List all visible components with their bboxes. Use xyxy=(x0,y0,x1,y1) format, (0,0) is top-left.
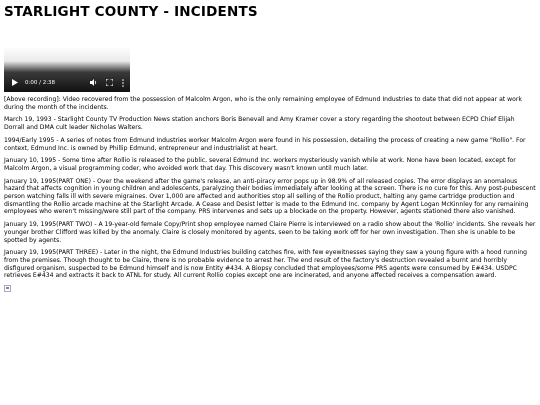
paragraph-part-three: January 19, 1995(PART THREE) - Later in the night, the Edmund Industries building catches fire, with few eyewitnesses saying they saw a young figure with a hood running from the premises. Though thought to be Claire, there is no probable evidence to arrest her. The end result of the factory's destruction revealed a burnt and horribly disfigured organism, suspected to be Edmund himself and is now Entity #434. A Biopsy concluded that employees/some PRS agents were consumed by E#434. USDPC retrieves E#434 and extracts it back to ATNL for study. All current Rollio copies except one are incinerated, and anyone affected receives a compensation award. xyxy=(4,249,527,280)
page-title: STARLIGHT COUNTY - INCIDENTS xyxy=(4,4,258,20)
paragraph-1994: 1994/Early 1995 - A series of notes from Edmund Industries worker Malcolm Argon were found in his possession, detailing the process of creating a new game "Rollio". For context, Edmund Inc. is owned by Phillip Edmund, entrepreneur and industrialist at heart. xyxy=(4,136,526,152)
video-controls xyxy=(4,73,130,92)
paragraph-jan10: January 10, 1995 - Some time after Rollio is released to the public, several Edmund Inc. workers mysteriously vanish while at work. None have been located, except for Malcolm Argon, a visual programming coder, who avoided work that day. This discovery wasn't known until much later. xyxy=(4,157,516,172)
paragraph-part-one: January 19, 1995(PART ONE) - Over the weekend after the game's release, an anti-piracy error pops up in 98.9% of all released copies. The error displays an anomalous hazard that affects cognition in young children and adolescents, paralyzing their bodies immediately after looking at the screen. There is no cure for this. Any post-pubescent person watching falls ill with severe migraines. Over 1,000 are affected and authorities stop all selling of the Rollio product, halting any game cartridge production and dismantling the Rollio arcade machine at the Starlight Arcade. A Cease and Desist letter is made to the Edmund Inc. company by Agent Logan McKinnley for any remaining employees who weren't missing/were still part of the company. PRS intervenes and sets up a blockade on the property. However, agents stationed there also vanished. xyxy=(4,177,536,216)
volume-icon[interactable] xyxy=(89,79,99,86)
broken-image-icon xyxy=(4,285,11,292)
play-icon[interactable] xyxy=(8,79,22,86)
paragraph-1993: March 19, 1993 - Starlight County TV Production News station anchors Boris Benevall and Amy Kramer cover a story regarding the shootout between ECPD Chief Elijah Dorrall and DMA cult leader Nicholas Walters. xyxy=(4,116,515,132)
video-player[interactable] xyxy=(4,48,130,92)
fullscreen-icon[interactable] xyxy=(104,79,114,86)
paragraph-recording-note: [Above recording]: Video recovered from the possession of Malcolm Argon, who is the only remaining employee of Edmund Industries to date that did not appear at work during the month of the incidents. xyxy=(4,96,522,111)
more-options-icon[interactable] xyxy=(119,79,127,87)
paragraph-part-two: January 19, 1995(PART TWO) - A 19-year-old female Copy/Print shop employee named Claire Pierre is interviewed on a radio show about the 'Rollio' incidents. She reveals her younger brother Clifford was killed by the anomaly. Claire is closely monitored by agents, seen to be taking work off for her own investigation. Then she is unable to be spotted by agents. xyxy=(4,221,536,244)
video-time-display: 0:00 / 2:38 xyxy=(25,79,56,86)
